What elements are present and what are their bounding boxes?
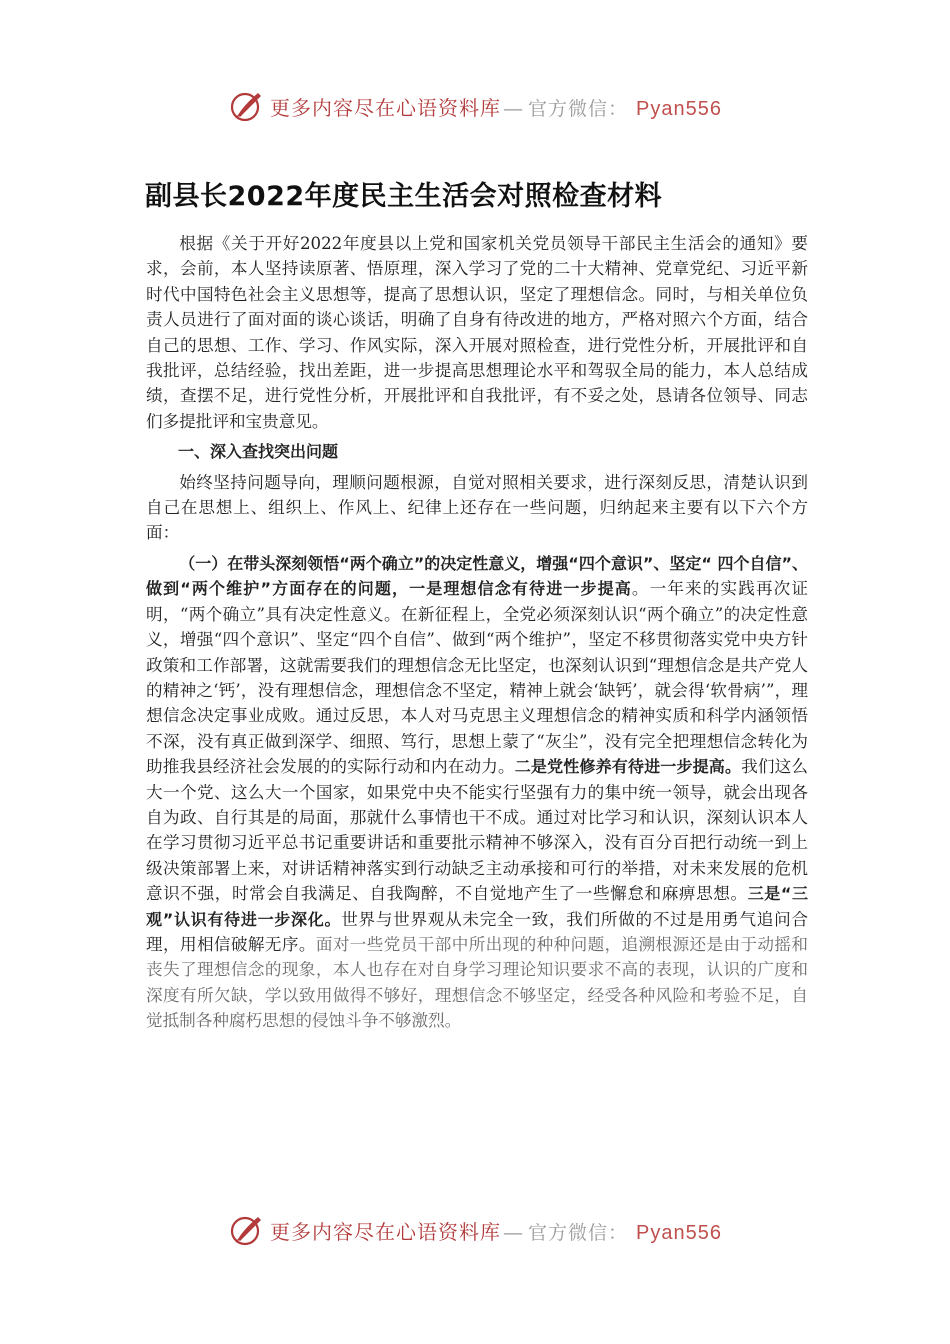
pen-logo-icon bbox=[228, 87, 266, 125]
item-one-heading: （一）在带头深刻领悟“两个确立”的决定性意义，增强“四个意识”、坚定“ 四个自信”、做到“两个维护”方面存在的问题，一是理想信念有待进一步提高 bbox=[146, 553, 808, 599]
item-one-bold-3: 三是“三观”认识有待进一步深化。 bbox=[146, 884, 808, 929]
item-one-text-1: 。一年来的实践再次证明，“两个确立”具有决定性意义。在新征程上，全党必须深刻认识“两个确立”的决定性意义，增强“四个意识”、坚定“四个自信”、做到“两个维护”，坚定不移贯彻落实党中央方针政策和工作部署，这就需要我们的理想信念无比坚定，也深刻认识到“理想信念是共产党人的精神之‘钙’，没有理想信念，理想信念不坚定，精神上就会‘缺钙’，就会得‘软骨病’”，理想信念决定事业成败。通过反思，本人对马克思主义理想信念的精神实质和科学内涵领悟不深，没有真正做到深学、细照、笃行，思想上蒙了“灰尘”，没有完全把理想信念转化为助推我县经济社会发展的的实际行动和内在动力。 bbox=[146, 579, 808, 777]
document-title: 副县长2022年度民主生活会对照检查材料 bbox=[145, 181, 663, 212]
watermark-wechat-label: 官方微信： bbox=[528, 1221, 629, 1244]
footer-watermark bbox=[0, 1208, 950, 1252]
header-watermark bbox=[0, 84, 950, 128]
item-one-text-2: 我们这么大一个党、这么大一个国家，如果党中央不能实行坚强有力的集中统一领导，就会出现各自为政、自行其是的局面，那就什么事情也干不成。通过对比学习和认识，深刻认识本人在学习贯彻习近平总书记重要讲话和重要批示精神不够深入，没有百分百把行动统一到上级决策部署上来，对讲话精神落实到行动缺乏主动承接和可行的举措，对未来发展的危机意识不强，时常会自我满足、自我陶醉，不自觉地产生了一些懈怠和麻痹思想。 bbox=[146, 757, 809, 904]
watermark-text bbox=[270, 1216, 722, 1245]
item-one-text-4: 面对一些党员干部中所出现的种种问题，追溯根源还是由于动摇和丧失了理想信念的现象，本人也存在对自身学习理论知识要求不高的表现，认识的广度和深度有所欠缺，学以致用做得不够好，理想信念不够坚定，经受各种风险和考验不足，自觉抵制各种腐朽思想的侵蚀斗争不够激烈。 bbox=[146, 934, 808, 1031]
watermark-dash: — bbox=[503, 95, 524, 120]
watermark-wechat-id: Pyan556 bbox=[636, 97, 722, 120]
pen-logo-icon bbox=[228, 1211, 266, 1249]
item-one-paragraph bbox=[146, 551, 808, 1034]
intro-paragraph: 根据《关于开好2022年度县以上党和国家机关党员领导干部民主生活会的通知》要求，会前，本人坚持读原著、悟原理，深入学习了党的二十大精神、党章党纪、习近平新时代中国特色社会主义思想等，提高了思想认识，坚定了理想信念。同时，与相关单位负责人员进行了面对面的谈心谈话，明确了自身有待改进的地方，严格对照六个方面，结合自己的思想、工作、学习、作风实际，深入开展对照检查，进行党性分析，开展批评和自我批评，总结经验，找出差距，进一步提高思想理论水平和驾驭全局的能力，本人总结成绩，查摆不足，进行党性分析，开展批评和自我批评，有不妥之处，恳请各位领导、同志们多提批评和宝贵意见。 bbox=[146, 234, 808, 431]
watermark-text bbox=[270, 92, 722, 121]
watermark-wechat-label: 官方微信： bbox=[528, 97, 629, 120]
item-one-bold-2: 二是党性修养有待进一步提高。 bbox=[514, 757, 742, 777]
section-heading: 一、深入查找突出问题 bbox=[178, 442, 339, 462]
document-body bbox=[146, 231, 808, 1034]
watermark-wechat-id: Pyan556 bbox=[636, 1221, 722, 1244]
section-lead-paragraph: 始终坚持问题导向，理顺问题根源，自觉对照相关要求，进行深刻反思，清楚认识到自己在思想上、组织上、作风上、纪律上还存在一些问题，归纳起来主要有以下六个方面： bbox=[146, 472, 808, 543]
watermark-dash: — bbox=[503, 1219, 524, 1244]
item-one-text-3: 世界与世界观从未完全一致，我们所做的不过是用勇气追问合理，用相信破解无序。 bbox=[146, 909, 808, 954]
watermark-brand: 更多内容尽在心语资料库 bbox=[270, 95, 501, 120]
watermark-brand: 更多内容尽在心语资料库 bbox=[270, 1219, 501, 1244]
